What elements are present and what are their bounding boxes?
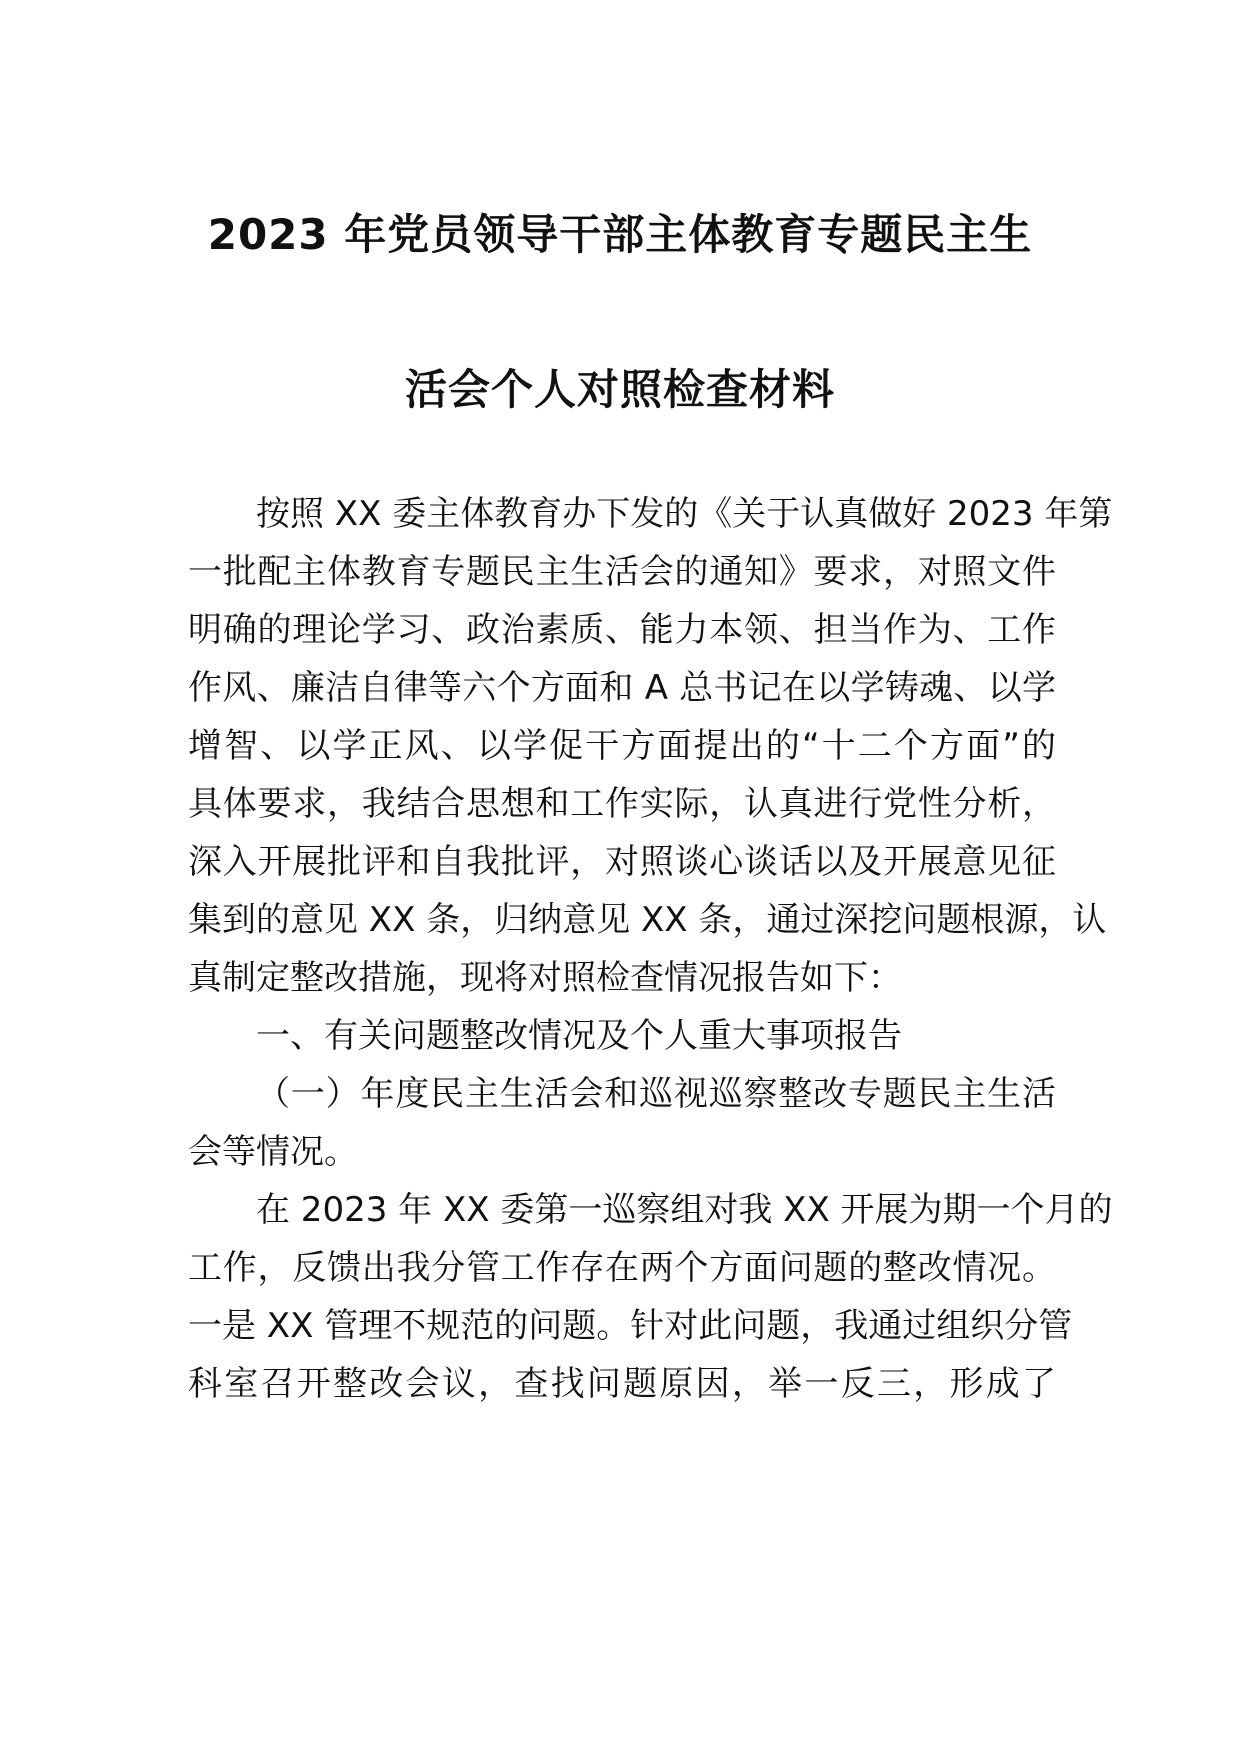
body-text-line: 按照 XX 委主体教育办下发的《关于认真做好 2023 年第 [256,494,1113,534]
section-heading: 一、有关问题整改情况及个人重大事项报告 [256,1016,902,1056]
body-text-line: 明确的理论学习、政治素质、能力本领、担当作为、工作 [188,610,1056,650]
body-text-line: 科室召开整改会议，查找问题原因，举一反三，形成了 [188,1364,1056,1404]
body-text-line: 真制定整改措施，现将对照检查情况报告如下： [188,958,902,998]
document-title-line-2: 活会个人对照检查材料 [404,365,835,414]
document-title-line-1: 2023 年党员领导干部主体教育专题民主生 [207,210,1033,259]
body-text-line: 一是 XX 管理不规范的问题。针对此问题，我通过组织分管 [188,1306,1073,1346]
body-text-line: 作风、廉洁自律等六个方面和 A 总书记在以学铸魂、以学 [188,668,1056,708]
subsection-heading: （一）年度民主生活会和巡视巡察整改专题民主生活 [256,1074,1056,1114]
body-text-line: 工作，反馈出我分管工作存在两个方面问题的整改情况。 [188,1248,1056,1288]
body-text-line: 增智、以学正风、以学促干方面提出的“十二个方面”的 [188,726,1056,766]
body-text-line: 一批配主体教育专题民主生活会的通知》要求，对照文件 [188,552,1056,592]
body-text-line: 深入开展批评和自我批评，对照谈心谈话以及开展意见征 [188,842,1056,882]
body-text-line: 集到的意见 XX 条，归纳意见 XX 条，通过深挖问题根源，认 [188,900,1107,940]
body-text-line: 在 2023 年 XX 委第一巡察组对我 XX 开展为期一个月的 [256,1190,1113,1230]
body-text-line: 具体要求，我结合思想和工作实际，认真进行党性分析， [188,784,1056,824]
subsection-heading-continued: 会等情况。 [188,1132,358,1172]
